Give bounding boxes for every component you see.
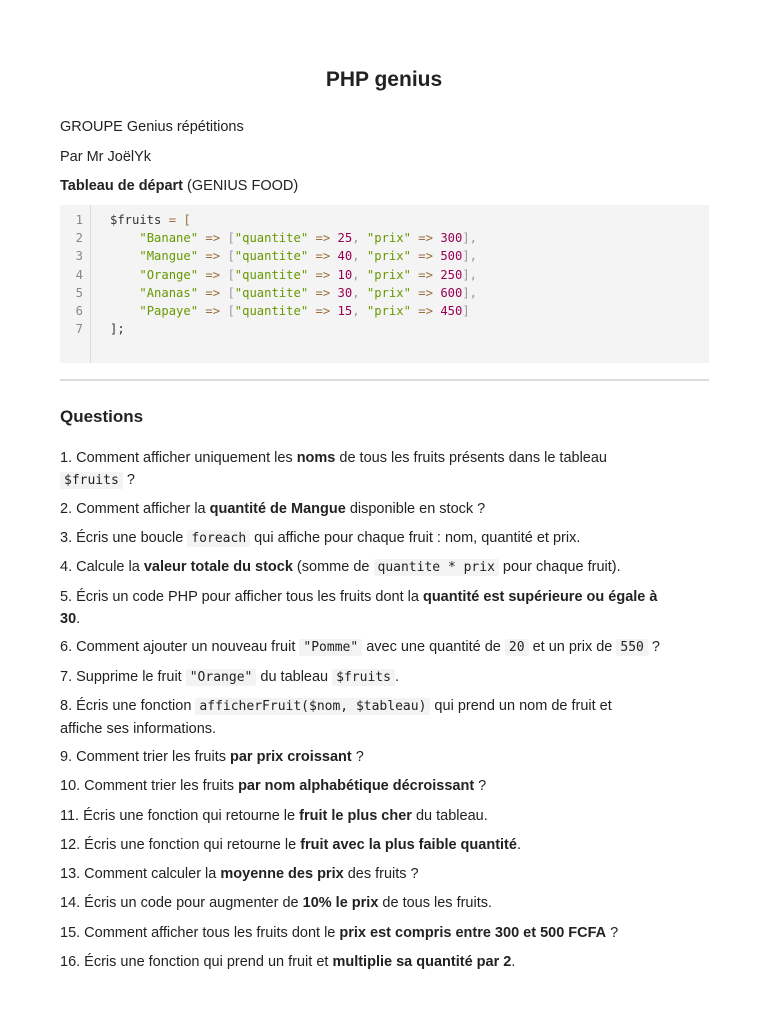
question-7: 7. Supprime le fruit "Orange" du tableau $fruits . xyxy=(60,669,399,685)
inline-code: $fruits xyxy=(332,669,395,686)
inline-code: "Pomme" xyxy=(299,639,362,656)
code-line: "Ananas" => ["quantite" => 30, "prix" => 600], xyxy=(139,285,478,300)
code-line: "Mangue" => ["quantite" => 40, "prix" => 500], xyxy=(139,249,478,264)
question-6: 6. Comment ajouter un nouveau fruit "Pomme" avec une quantité de 20 et un prix de 550 ? xyxy=(60,639,660,655)
question-11: 11. Écris une fonction qui retourne le fruit le plus cher du tableau. xyxy=(60,808,488,824)
inline-code: foreach xyxy=(187,530,250,547)
code-line xyxy=(110,211,477,229)
question-2: 2. Comment afficher la quantité de Mangue disponible en stock ? xyxy=(60,501,486,517)
question-9: 9. Comment trier les fruits par prix croissant ? xyxy=(60,749,364,765)
question-16: 16. Écris une fonction qui prend un fruit et multiplie sa quantité par 2. xyxy=(60,954,516,970)
questions-heading: Questions xyxy=(60,407,144,426)
author-line: Par Mr JoëlYk xyxy=(60,149,152,165)
group-line: GROUPE Genius répétitions xyxy=(60,119,244,135)
question-8: 8. Écris une fonction afficherFruit($nom, $tableau) qui prend un nom de fruit et affiche ses informations. xyxy=(60,698,612,737)
line-number: 6 xyxy=(75,303,83,318)
table-label-rest: (GENIUS FOOD) xyxy=(183,178,299,194)
code-lines xyxy=(110,211,477,338)
inline-code: $fruits xyxy=(60,472,123,489)
question-14: 14. Écris un code pour augmenter de 10% le prix de tous les fruits. xyxy=(60,895,493,911)
code-line: ]; xyxy=(110,322,125,337)
code-assign: = [ xyxy=(161,213,191,227)
line-number: 5 xyxy=(75,285,83,300)
table-label-bold: Tableau de départ xyxy=(60,178,184,194)
question-3: 3. Écris une boucle foreach qui affiche pour chaque fruit : nom, quantité et prix. xyxy=(60,530,581,546)
inline-code: quantite * prix xyxy=(374,559,499,576)
question-12: 12. Écris une fonction qui retourne le fruit avec la plus faible quantité. xyxy=(60,837,521,853)
inline-code: 20 xyxy=(505,639,529,656)
line-number: 3 xyxy=(75,249,83,264)
line-number: 4 xyxy=(75,267,83,282)
code-line: "Banane" => ["quantite" => 25, "prix" => 300], xyxy=(139,231,478,246)
table-label xyxy=(60,178,298,194)
code-block xyxy=(60,205,709,363)
line-number: 2 xyxy=(75,231,83,246)
code-line: "Papaye" => ["quantite" => 15, "prix" => 450] xyxy=(139,303,470,318)
question-15: 15. Comment afficher tous les fruits dont le prix est compris entre 300 et 500 FCFA ? xyxy=(60,925,619,941)
inline-code: 550 xyxy=(616,639,647,656)
question-13: 13. Comment calculer la moyenne des prix des fruits ? xyxy=(60,866,419,882)
code-line: "Orange" => ["quantite" => 10, "prix" => 250], xyxy=(139,267,478,282)
inline-code: afficherFruit($nom, $tableau) xyxy=(195,698,430,715)
page-title: PHP genius xyxy=(325,68,443,91)
question-10: 10. Comment trier les fruits par nom alphabétique décroissant ? xyxy=(60,778,487,794)
question-1: 1. Comment afficher uniquement les noms de tous les fruits présents dans le tableau $fruits ? xyxy=(60,450,607,488)
code-variable: $fruits xyxy=(110,213,162,227)
section-divider xyxy=(60,379,709,381)
question-5: 5. Écris un code PHP pour afficher tous les fruits dont la quantité est supérieure ou égale à 30. xyxy=(60,589,658,627)
inline-code: "Orange" xyxy=(186,669,257,686)
question-4: 4. Calcule la valeur totale du stock (somme de quantite * prix pour chaque fruit). xyxy=(60,559,621,575)
line-number: 1 xyxy=(75,213,83,227)
line-number: 7 xyxy=(75,322,83,337)
line-number-gutter xyxy=(60,205,91,363)
